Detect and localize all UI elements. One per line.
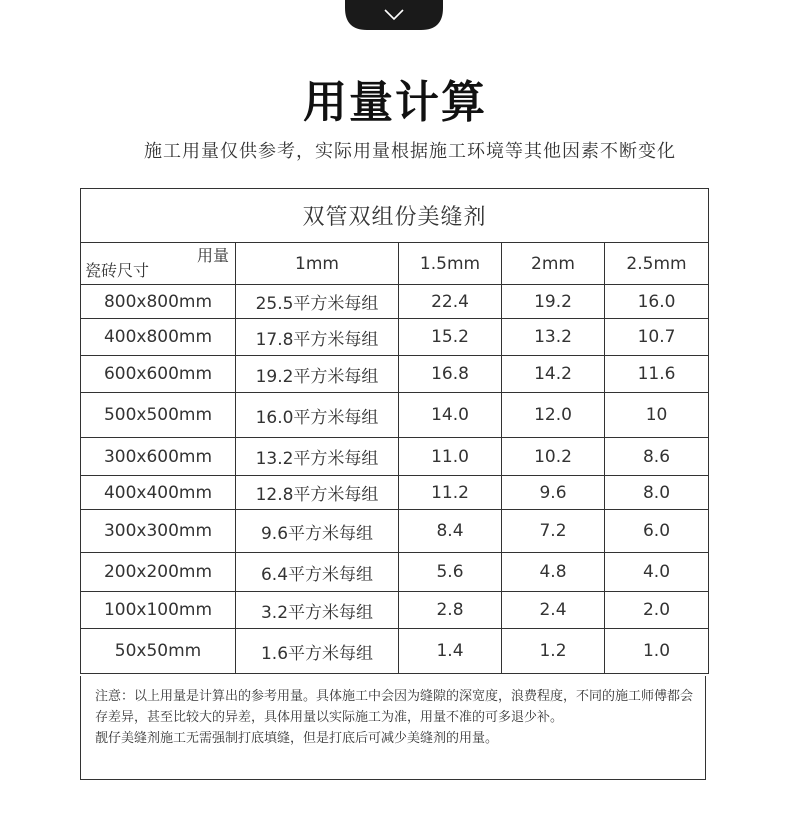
usage-cell: 16.0 xyxy=(605,285,709,319)
usage-cell: 10 xyxy=(605,393,709,438)
note-box xyxy=(80,676,706,780)
usage-cell: 3.2平方米每组 xyxy=(236,592,399,629)
table-header-row xyxy=(81,243,709,285)
usage-cell: 1.0 xyxy=(605,629,709,674)
usage-cell: 10.7 xyxy=(605,319,709,356)
note-text: 注意：以上用量是计算出的参考用量。具体施工中会因为缝隙的深宽度，浪费程度，不同的施工师傅都会存差异，甚至比较大的异差，具体用量以实际施工为准，用量不准的可多退少补。 xyxy=(95,689,694,725)
usage-cell: 17.8平方米每组 xyxy=(236,319,399,356)
table-row xyxy=(81,476,709,510)
usage-cell: 2.0 xyxy=(605,592,709,629)
usage-cell: 8.6 xyxy=(605,438,709,476)
column-header: 1mm xyxy=(236,243,399,285)
usage-cell: 10.2 xyxy=(502,438,605,476)
corner-header-cell xyxy=(81,243,236,285)
page-subtitle: 施工用量仅供参考，实际用量根据施工环境等其他因素不断变化 xyxy=(144,141,676,162)
tile-size-cell: 50x50mm xyxy=(81,629,236,674)
column-header: 1.5mm xyxy=(399,243,502,285)
usage-cell: 8.4 xyxy=(399,510,502,553)
table-row xyxy=(81,319,709,356)
usage-cell: 25.5平方米每组 xyxy=(236,285,399,319)
usage-cell: 8.0 xyxy=(605,476,709,510)
tile-size-cell: 800x800mm xyxy=(81,285,236,319)
usage-cell: 15.2 xyxy=(399,319,502,356)
usage-cell: 11.0 xyxy=(399,438,502,476)
usage-cell: 9.6平方米每组 xyxy=(236,510,399,553)
tile-size-cell: 100x100mm xyxy=(81,592,236,629)
usage-cell: 11.2 xyxy=(399,476,502,510)
usage-cell: 19.2平方米每组 xyxy=(236,356,399,393)
usage-cell: 4.8 xyxy=(502,553,605,592)
usage-cell: 11.6 xyxy=(605,356,709,393)
usage-cell: 14.0 xyxy=(399,393,502,438)
table-row xyxy=(81,285,709,319)
usage-cell: 12.8平方米每组 xyxy=(236,476,399,510)
table-row xyxy=(81,553,709,592)
tile-size-cell: 400x400mm xyxy=(81,476,236,510)
usage-cell: 13.2 xyxy=(502,319,605,356)
corner-size-label: 瓷砖尺寸 xyxy=(85,261,150,280)
table-row xyxy=(81,629,709,674)
usage-cell: 7.2 xyxy=(502,510,605,553)
tile-size-cell: 600x600mm xyxy=(81,356,236,393)
usage-cell: 13.2平方米每组 xyxy=(236,438,399,476)
usage-cell: 4.0 xyxy=(605,553,709,592)
note-text: 靓仔美缝剂施工无需强制打底填缝，但是打底后可减少美缝剂的用量。 xyxy=(95,731,499,746)
usage-cell: 2.8 xyxy=(399,592,502,629)
tile-size-cell: 500x500mm xyxy=(81,393,236,438)
usage-cell: 14.2 xyxy=(502,356,605,393)
usage-cell: 6.0 xyxy=(605,510,709,553)
page-title: 用量计算 xyxy=(303,77,487,128)
tile-size-cell: 400x800mm xyxy=(81,319,236,356)
table-row xyxy=(81,356,709,393)
tile-size-cell: 300x300mm xyxy=(81,510,236,553)
table-row xyxy=(81,393,709,438)
usage-cell: 1.4 xyxy=(399,629,502,674)
usage-cell: 22.4 xyxy=(399,285,502,319)
usage-cell: 12.0 xyxy=(502,393,605,438)
usage-cell: 1.6平方米每组 xyxy=(236,629,399,674)
usage-cell: 16.8 xyxy=(399,356,502,393)
collapse-tab[interactable] xyxy=(345,0,443,30)
table-row xyxy=(81,438,709,476)
usage-table xyxy=(80,188,709,674)
usage-cell: 6.4平方米每组 xyxy=(236,553,399,592)
table-caption: 双管双组份美缝剂 xyxy=(81,189,709,243)
column-header: 2mm xyxy=(502,243,605,285)
corner-usage-label: 用量 xyxy=(196,246,229,265)
usage-cell: 16.0平方米每组 xyxy=(236,393,399,438)
usage-cell: 5.6 xyxy=(399,553,502,592)
tile-size-cell: 200x200mm xyxy=(81,553,236,592)
usage-cell: 2.4 xyxy=(502,592,605,629)
table-row xyxy=(81,592,709,629)
column-header: 2.5mm xyxy=(605,243,709,285)
chevron-down-icon xyxy=(345,0,443,30)
tile-size-cell: 300x600mm xyxy=(81,438,236,476)
usage-cell: 19.2 xyxy=(502,285,605,319)
table-row xyxy=(81,510,709,553)
usage-cell: 1.2 xyxy=(502,629,605,674)
usage-cell: 9.6 xyxy=(502,476,605,510)
